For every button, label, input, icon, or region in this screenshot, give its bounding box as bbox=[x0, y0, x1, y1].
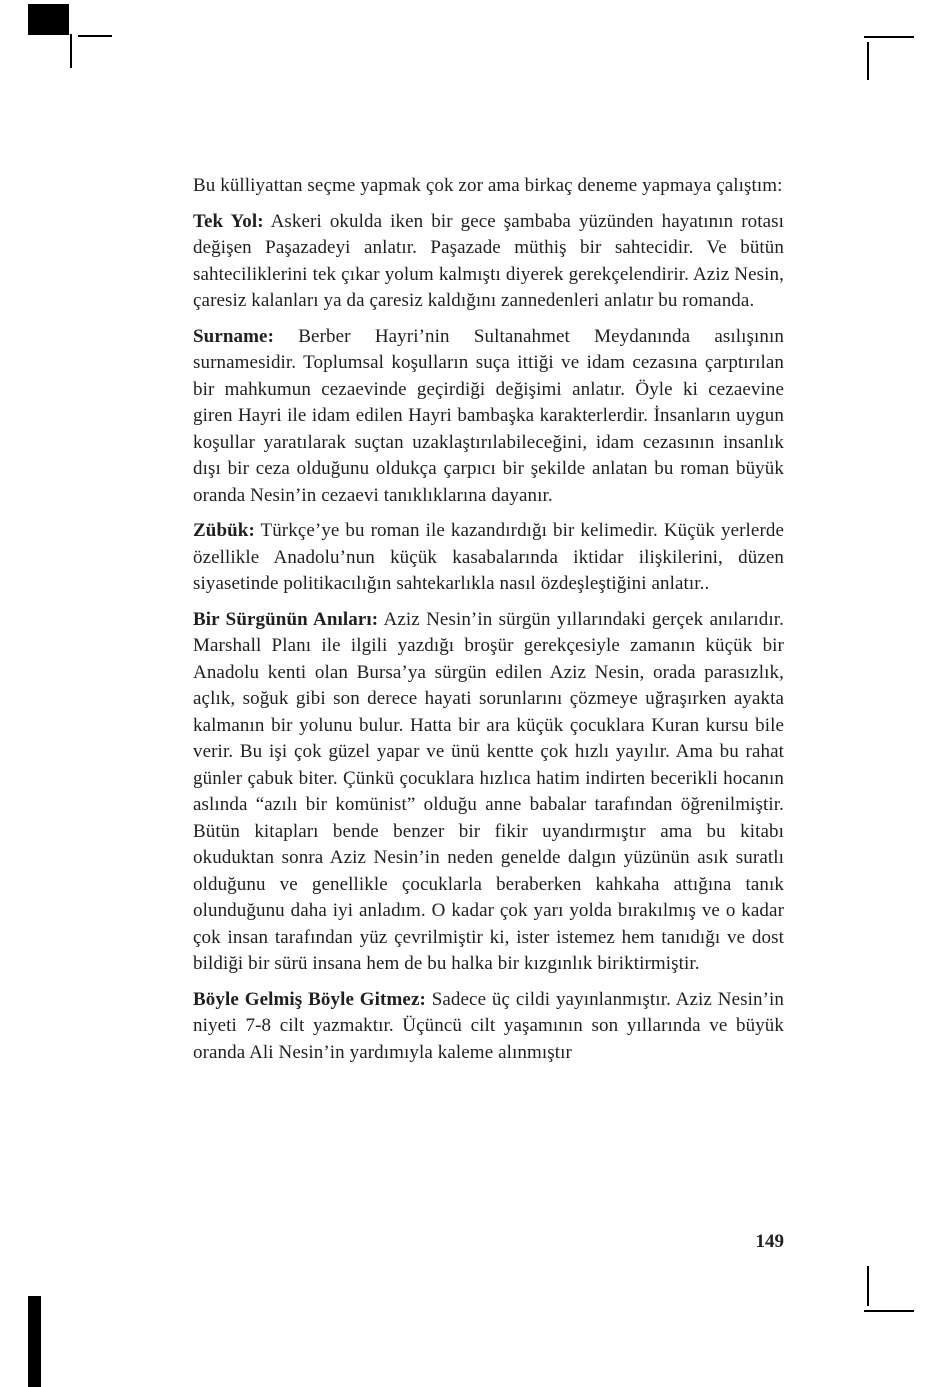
page-number: 149 bbox=[755, 1231, 784, 1252]
paragraph-boyle-gelmis-boyle-gitmez bbox=[193, 987, 784, 1067]
paragraph-text: Askeri okulda iken bir gece şambaba yüzünden hayatının rotası değişen Paşazadeyi anlatır. Paşazade müthiş bir sahtecidir. Ve bütün sahteciliklerini tek çıkar yolum kalmıştı diyerek gerekçelendirir. Aziz Nesin, çaresiz kalanları ya da çaresiz kaldığını zannedenleri anlatır bu romanda. bbox=[193, 210, 785, 311]
paragraph-intro bbox=[193, 173, 784, 200]
crop-mark-bottom-right-vertical-line bbox=[867, 1266, 869, 1306]
paragraph-text: Türkçe’ye bu roman ile kazandırdığı bir kelimedir. Küçük yerlerde özellikle Anadolu’nun küçük kasabalarında iktidar ilişkilerini, düzen siyasetinde politikacılığın sahtekarlıkla nasıl özdeşleştiğini anlatır.. bbox=[193, 520, 784, 594]
paragraph-text: Aziz Nesin’in sürgün yıllarındaki gerçek anılarıdır. Marshall Planı ile ilgili yazdığı broşür gerekçesiyle zamanın küçük bir Anadolu kenti olan Bursa’ya sürgün edilen Aziz Nesin, orada parasızlık, açlık, soğuk gibi son derece hayati sorunlarını çözmeye uğraşırken ayakta kalmanın bir yolunu bulur. Hatta bir ara küçük çocuklara Kuran kursu bile verir. Bu işi çok güzel yapar ve ünü kentte çok hızlı yayılır. Ama bu rahat günler çabuk biter. Çünkü çocuklara hızlıca hatim indirten becerikli hocanın aslında “azılı bir komünist” olduğu anne babalar tarafından öğrenilmiştir. Bütün kitapları bende benzer bir fikir uyandırmıştır ama bu kitabı okuduktan sonra Aziz Nesin’in neden genelde dalgın yüzünün asık suratlı olduğunu ve genellikle çocuklarla beraberken kahkaha attığına tanık olunduğunu daha iyi anladım. O kadar çok yarı yolda bırakılmış ve o kadar çok insan tarafından yüz çevrilmiştir ki, ister istemez hem tanıdığı ve dost bildiği bir sürü insana hem de bu halka bir kızgınlık biriktirmiştir. bbox=[193, 608, 785, 974]
crop-mark-bottom-left-bar bbox=[28, 1296, 41, 1387]
crop-mark-top-left-square bbox=[28, 4, 69, 35]
paragraph-bir-surgunun-anilari bbox=[193, 607, 784, 978]
crop-mark-bottom-right-horizontal-line bbox=[864, 1310, 914, 1312]
paragraph-lead: Bir Sürgünün Anıları: bbox=[193, 608, 379, 630]
paragraph-lead: Zübük: bbox=[193, 520, 255, 541]
crop-mark-top-right-horizontal-line bbox=[864, 36, 914, 38]
paragraph-tek-yol bbox=[193, 209, 784, 315]
paragraph-text: Berber Hayri’nin Sultanahmet Meydanında asılışının surnamesidir. Toplumsal koşulların suça ittiği ve idam cezasına çarptırılan bir mahkumun cezaevinde geçirdiği değişimi anlatır. Öyle ki cezaevine giren Hayri ile idam edilen Hayri bambaşka karakterlerdir. İnsanların uygun koşullar yaratılarak suçtan uzaklaştırılabileceğini, idam cezasının insanlık dışı bir ceza olduğunu oldukça çarpıcı bir şekilde anlatan bu roman büyük oranda Nesin’in cezaevi tanıklıklarına dayanır. bbox=[193, 325, 784, 506]
crop-mark-top-right-vertical-line bbox=[867, 42, 869, 80]
paragraph-lead: Tek Yol: bbox=[193, 210, 264, 232]
crop-mark-top-left-vertical-line bbox=[70, 34, 72, 68]
text-block bbox=[193, 173, 784, 1066]
paragraph-text: Sadece üç cildi yayınlanmıştır. Aziz Nesin’in niyeti 7-8 cilt yazmaktır. Üçüncü cilt yaşamının son yıllarında ve büyük oranda Ali Nesin’in yardımıyla kaleme alınmıştır bbox=[193, 988, 784, 1063]
paragraph-zubuk bbox=[193, 518, 784, 598]
paragraph-surname bbox=[193, 324, 784, 510]
paragraph-lead: Surname: bbox=[193, 325, 275, 347]
paragraph-text: Bu külliyattan seçme yapmak çok zor ama birkaç deneme yapmaya çalıştım: bbox=[193, 175, 783, 196]
paragraph-lead: Böyle Gelmiş Böyle Gitmez: bbox=[193, 988, 426, 1010]
crop-mark-top-left-horizontal-line bbox=[78, 35, 112, 37]
